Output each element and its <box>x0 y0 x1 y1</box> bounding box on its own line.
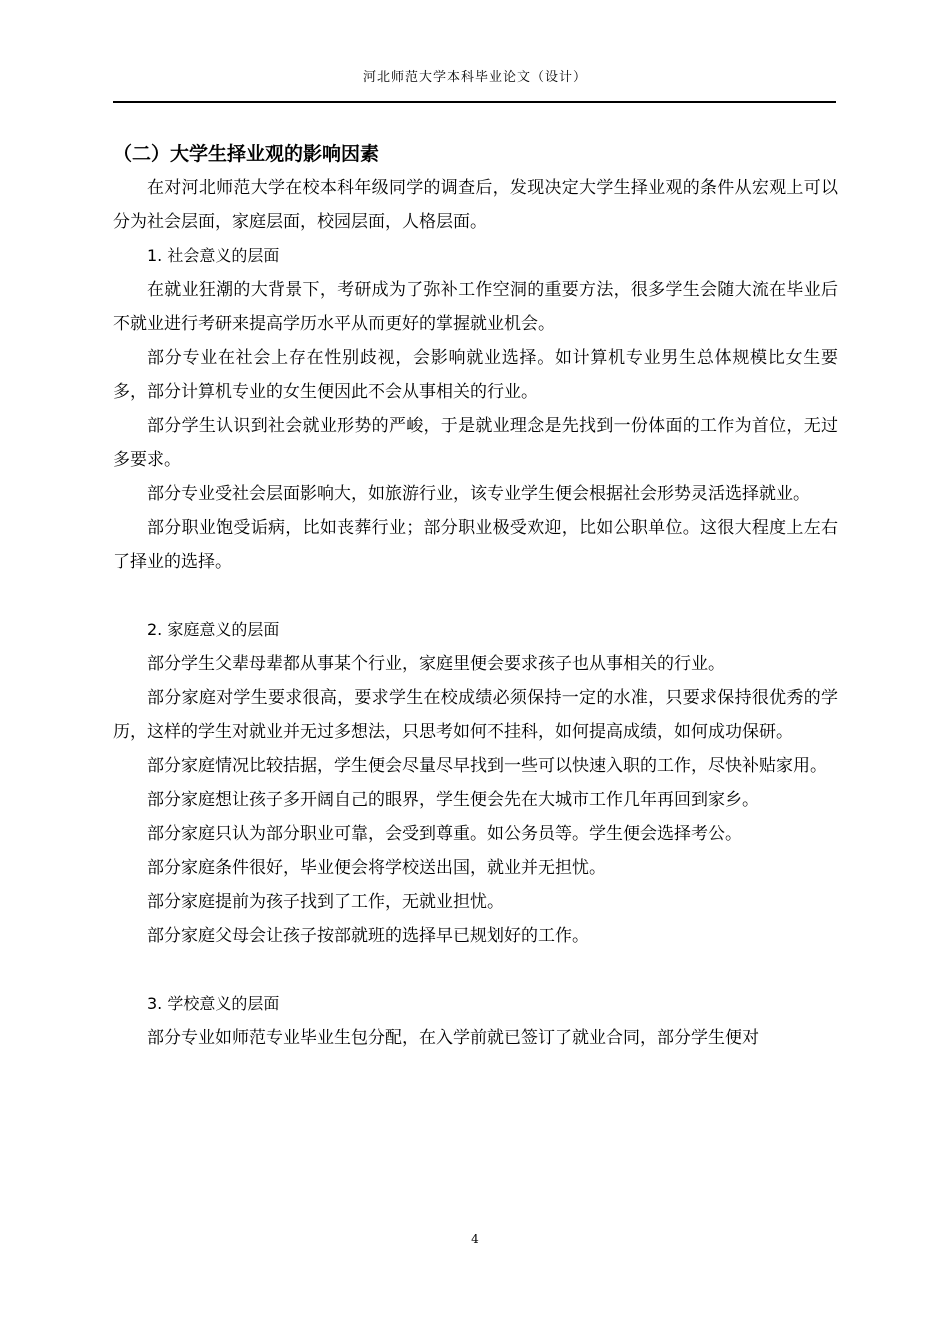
section-intro-paragraph: 在对河北师范大学在校本科年级同学的调查后，发现决定大学生择业观的条件从宏观上可以分为社会层面，家庭层面，校园层面，人格层面。 <box>113 178 838 232</box>
section-heading: （二）大学生择业观的影响因素 <box>113 143 380 165</box>
paragraph: 部分家庭只认为部分职业可靠，会受到尊重。如公务员等。学生便会选择考公。 <box>147 824 742 844</box>
paragraph: 在就业狂潮的大背景下，考研成为了弥补工作空洞的重要方法，很多学生会随大流在毕业后不就业进行考研来提高学历水平从而更好的掌握就业机会。 <box>113 280 838 334</box>
paragraph: 部分专业受社会层面影响大，如旅游行业，该专业学生便会根据社会形势灵活选择就业。 <box>147 484 810 504</box>
paragraph: 部分家庭父母会让孩子按部就班的选择早已规划好的工作。 <box>147 926 589 946</box>
running-header: 河北师范大学本科毕业论文（设计） <box>362 70 587 85</box>
subsection-heading-social: 1. 社会意义的层面 <box>147 246 280 265</box>
header-rule <box>113 101 836 103</box>
paragraph: 部分职业饱受诟病，比如丧葬行业；部分职业极受欢迎，比如公职单位。这很大程度上左右了择业的选择。 <box>113 518 838 572</box>
paragraph: 部分专业如师范专业毕业生包分配，在入学前就已签订了就业合同，部分学生便对 <box>147 1028 759 1048</box>
paragraph: 部分家庭情况比较拮据，学生便会尽量尽早找到一些可以快速入职的工作，尽快补贴家用。 <box>147 756 827 776</box>
subsection-heading-family: 2. 家庭意义的层面 <box>147 620 280 639</box>
paragraph: 部分家庭提前为孩子找到了工作，无就业担忧。 <box>147 892 504 912</box>
paragraph: 部分家庭对学生要求很高，要求学生在校成绩必须保持一定的水准，只要求保持很优秀的学历，这样的学生对就业并无过多想法，只思考如何不挂科，如何提高成绩，如何成功保研。 <box>113 688 838 742</box>
paragraph-spacer <box>113 953 838 987</box>
document-body <box>113 137 838 1055</box>
paragraph: 部分家庭条件很好，毕业便会将学校送出国，就业并无担忧。 <box>147 858 606 878</box>
paragraph: 部分专业在社会上存在性别歧视，会影响就业选择。如计算机专业男生总体规模比女生要多，部分计算机专业的女生便因此不会从事相关的行业。 <box>113 348 838 402</box>
page-number: 4 <box>471 1232 479 1246</box>
subsection-heading-school: 3. 学校意义的层面 <box>147 994 280 1013</box>
paragraph: 部分家庭想让孩子多开阔自己的眼界，学生便会先在大城市工作几年再回到家乡。 <box>147 790 759 810</box>
paragraph: 部分学生父辈母辈都从事某个行业，家庭里便会要求孩子也从事相关的行业。 <box>147 654 725 674</box>
paragraph: 部分学生认识到社会就业形势的严峻，于是就业理念是先找到一份体面的工作为首位，无过多要求。 <box>113 416 838 470</box>
paragraph-spacer <box>113 579 838 613</box>
